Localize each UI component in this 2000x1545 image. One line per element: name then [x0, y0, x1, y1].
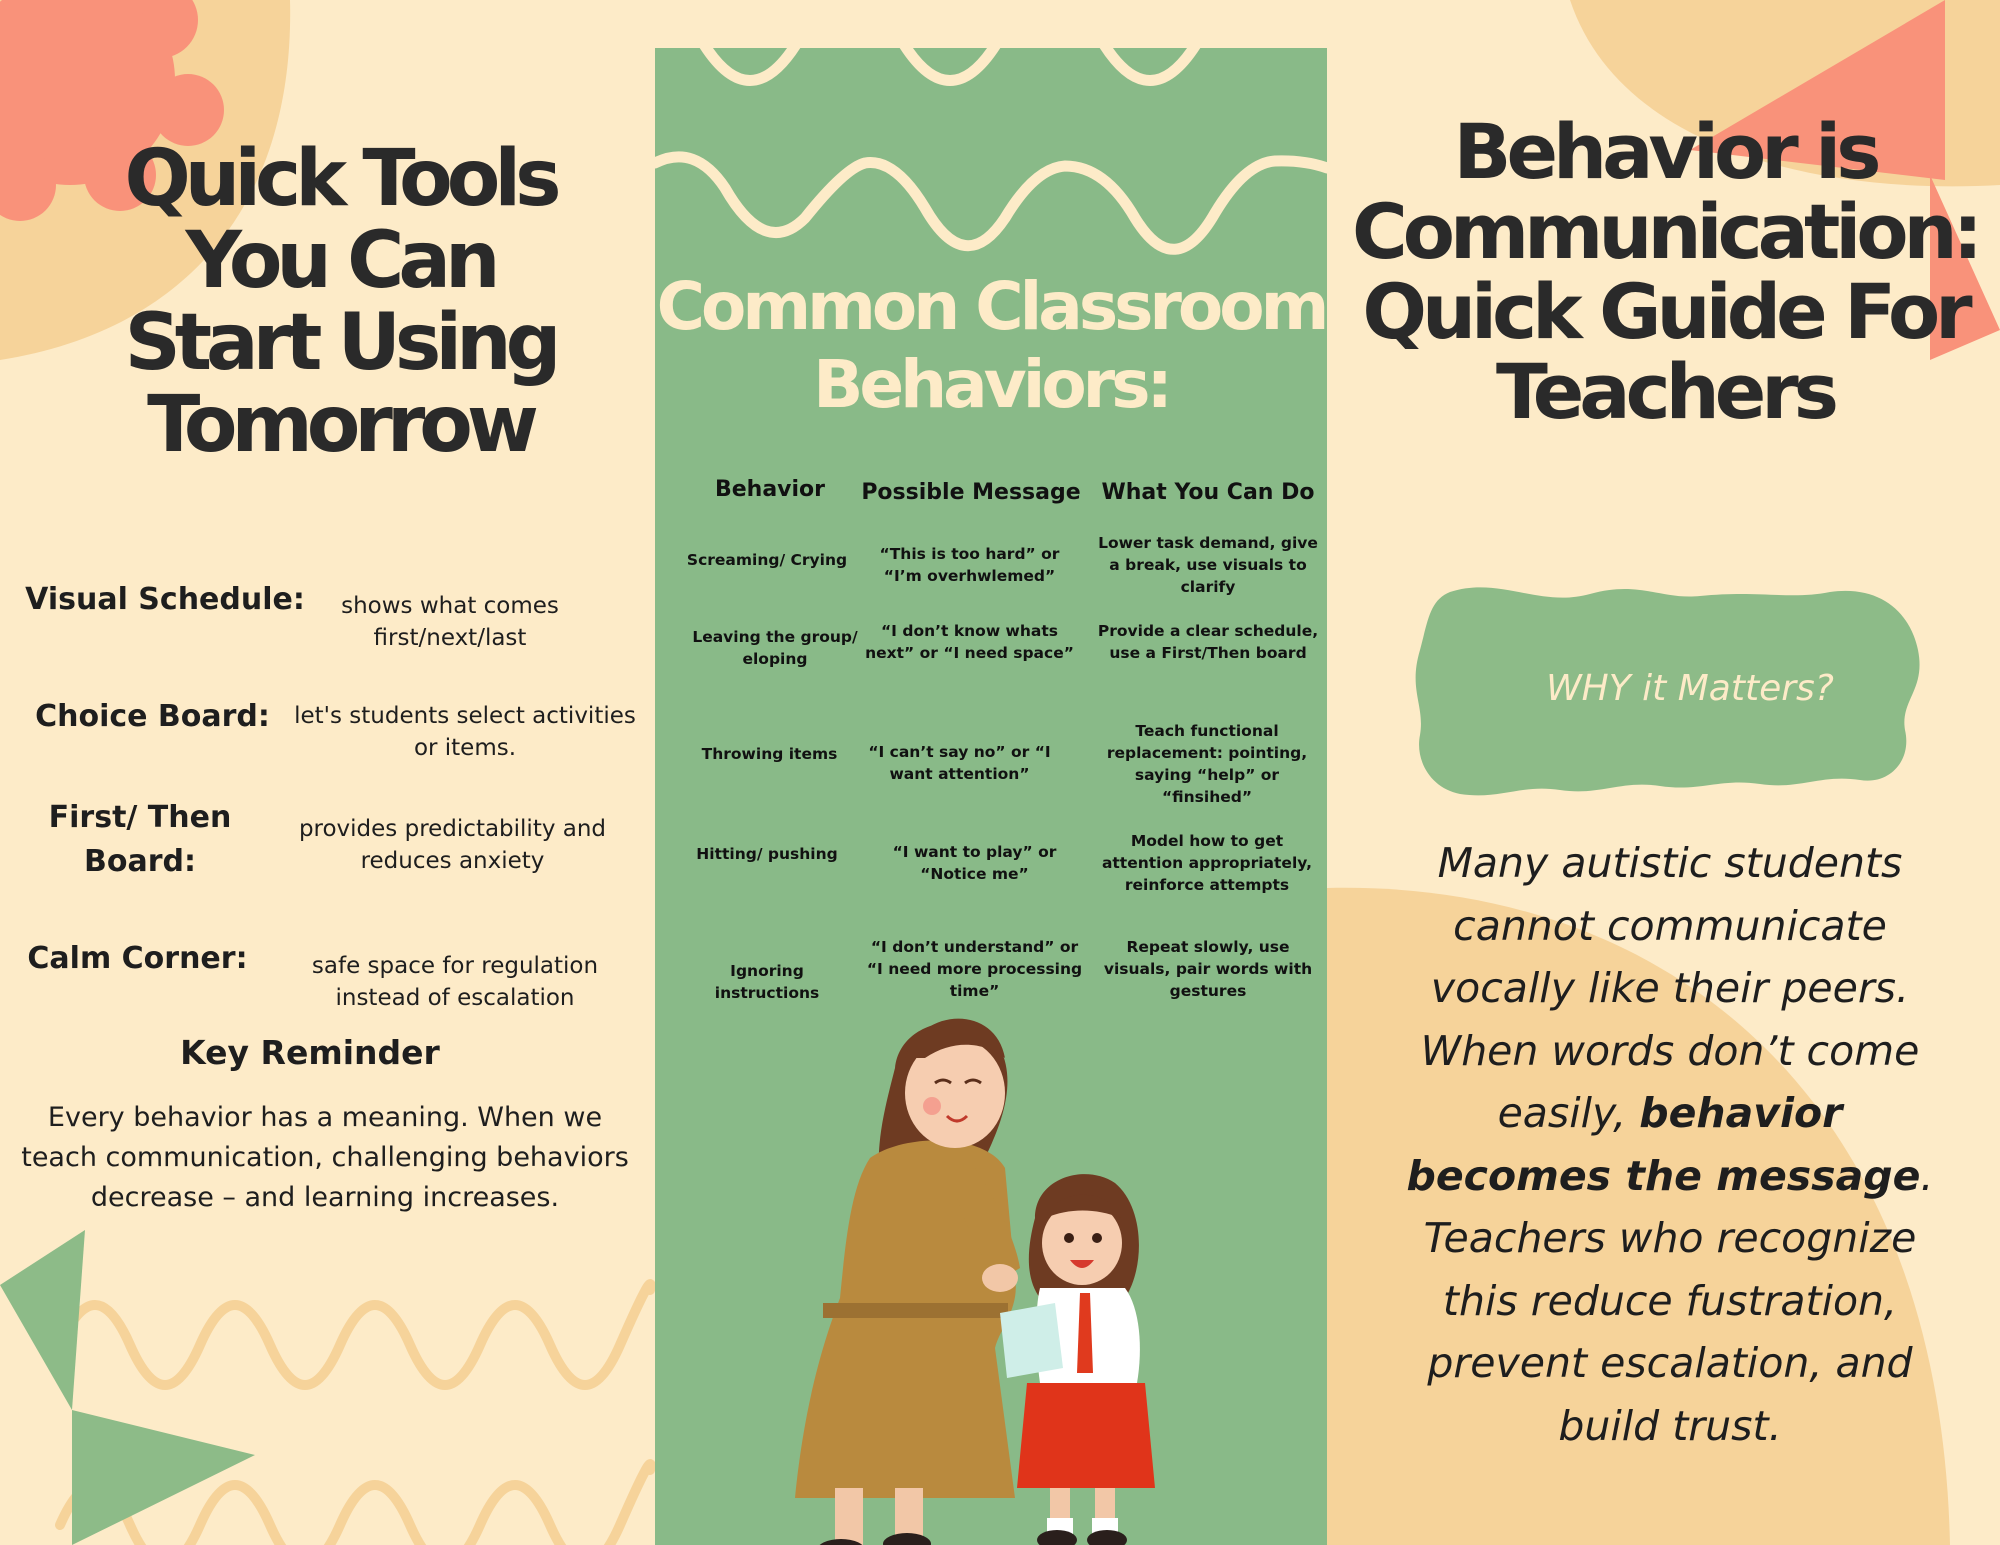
- wavy-line-left-1: [60, 1284, 651, 1385]
- table-cell-behavior: Hitting/ pushing: [696, 845, 838, 863]
- tool-desc-visual-schedule: shows what comes first/next/last: [341, 593, 559, 651]
- table-cell-behavior: Ignoring instructions: [714, 962, 820, 1002]
- table-cell-message: “I want to play” or “Notice me”: [892, 843, 1057, 883]
- left-panel-title: Quick Tools You Can Start Using Tomorrow: [124, 134, 556, 470]
- table-cell-message: “I don’t understand” or “I need more processing time”: [866, 938, 1083, 1000]
- why-it-matters-label: WHY it Matters?: [1546, 668, 1834, 709]
- table-cell-behavior: Throwing items: [701, 745, 838, 763]
- table-cell-action: Repeat slowly, use visuals, pair words with gestures: [1103, 938, 1313, 1000]
- body-text-part-2: . Teachers who recognize this reduce fustration, prevent escalation, and build trust.: [1423, 1151, 1934, 1450]
- tool-name-visual-schedule: Visual Schedule:: [25, 582, 305, 617]
- wavy-line-top: [700, 48, 1300, 81]
- middle-panel-title: Common Classroom Behaviors:: [656, 268, 1326, 423]
- teacher-belt: [823, 1303, 1008, 1318]
- table-cell-action: Model how to get attention appropriately, reinforce attempts: [1101, 832, 1313, 894]
- key-reminder-title: Key Reminder: [180, 1033, 440, 1072]
- student-paper: [1000, 1303, 1063, 1378]
- table-cell-action: Lower task demand, give a break, use visuals to clarify: [1098, 534, 1318, 596]
- tool-name-first-then-board: First/ Then Board:: [48, 800, 232, 879]
- table-cell-action: Provide a clear schedule, use a First/Then board: [1097, 622, 1319, 662]
- table-cell-message: “I can’t say no” or “I want attention”: [868, 743, 1051, 783]
- tool-desc-first-then-board: provides predictability and reduces anxiety: [298, 816, 607, 874]
- right-panel-body: [1390, 832, 1950, 1457]
- green-triangle-lower: [72, 1410, 255, 1545]
- table-header-possible-message: Possible Message: [861, 480, 1081, 505]
- teacher-leg-left: [835, 1488, 863, 1545]
- key-reminder-text: Every behavior has a meaning. When we teach communication, challenging behaviors decrease – and learning increases.: [21, 1102, 629, 1213]
- table-header-what-you-can-do: What You Can Do: [1101, 480, 1315, 505]
- table-cell-action: Teach functional replacement: pointing, saying “help” or “finsihed”: [1106, 722, 1308, 806]
- table-cell-behavior: Screaming/ Crying: [686, 551, 848, 569]
- table-header-behavior: Behavior: [714, 477, 826, 502]
- tool-name-choice-board: Choice Board:: [35, 699, 270, 734]
- wavy-line-large: [655, 157, 1327, 249]
- table-cell-behavior: Leaving the group/ eloping: [692, 628, 858, 668]
- tool-name-calm-corner: Calm Corner:: [27, 941, 248, 976]
- body-text-part-1: Many autistic students cannot communicate vocally like their peers. When words don’t come easily,: [1420, 839, 1920, 1137]
- green-triangle-upper: [0, 1230, 85, 1410]
- tool-desc-choice-board: let's students select activities or items.: [294, 703, 636, 761]
- table-cell-message: “I don’t know whats next” or “I need space”: [865, 622, 1074, 662]
- right-panel-title: Behavior is Communication: Quick Guide For Teachers: [1351, 107, 1979, 436]
- table-cell-message: “This is too hard” or “I’m overhwlemed”: [879, 545, 1060, 585]
- body-text-bold: behavior becomes the message: [1406, 1089, 1921, 1200]
- student-skirt: [1017, 1383, 1155, 1488]
- tool-desc-calm-corner: safe space for regulation instead of escalation: [311, 953, 599, 1011]
- teacher-student-illustration: [795, 1019, 1155, 1545]
- teacher-shoe-right: [883, 1533, 931, 1545]
